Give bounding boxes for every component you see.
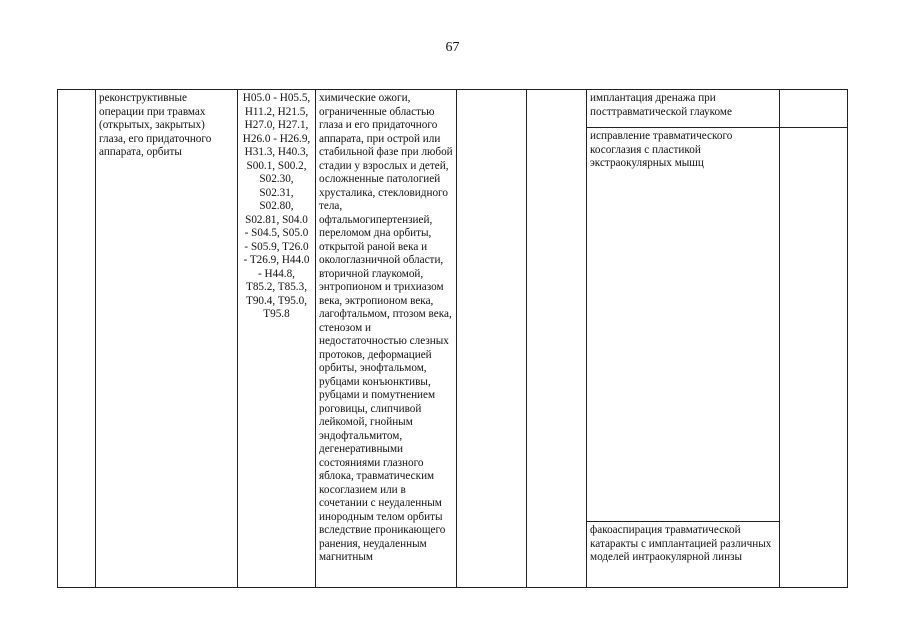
icd-code-line: - T26.9, H44.0	[243, 254, 310, 266]
patient-model-cell: химические ожоги, ограниченные областью глаза и его придаточного аппарата, при острой или стабильной фазе при любой стадии у взрослых и детей, осложненные патологией хрусталика, стекловидного тела, офтальмогипертензией, переломом дна орбиты, открытой раной века и окологлазничной области, вторичной глаукомой, энтропионом и трихиазом века, эктропионом века, лагофтальмом, птозом века, стенозом и недостаточностью слезных протоков, деформацией орбиты, энофтальмом, рубцами конъюнктивы, рубцами и помутнением роговицы, слипчивой лейкомой, гнойным эндофтальмитом, дегенеративными состояниями глазного яблока, травматическим косоглазием или в сочетании с неудаленным инородным телом орбиты вследствие проникающего ранения, неудаленным магнитным	[316, 90, 457, 588]
icd-code-line: S02.81, S04.0	[245, 213, 308, 226]
icd-code-line: H26.0 - H26.9,	[242, 132, 311, 145]
table-row	[58, 90, 848, 128]
icd-code-line: S00.1, S00.2,	[246, 159, 307, 172]
icd-code-line: T95.8	[263, 308, 290, 320]
empty-cell	[527, 90, 587, 588]
icd-code-line: H11.2, H21.5,	[244, 105, 309, 118]
treatment-type-cell	[457, 90, 527, 588]
icd-code-line: H31.3, H40.3,	[244, 146, 309, 158]
icd-code-line: - S05.9, T26.0	[244, 240, 309, 253]
method-cell: имплантация дренажа при посттравматической глаукоме	[587, 90, 780, 128]
icd-code-line: S02.30,	[259, 173, 294, 185]
method-cell: факоаспирация травматической катаракты с имплантацией различных моделей интраокулярной линзы	[587, 522, 780, 588]
icd-code-line: T90.4, T95.0,	[245, 294, 307, 307]
icd-code-line: - H44.8,	[258, 267, 295, 280]
icd-codes-cell	[238, 90, 316, 588]
icd-code-line: S02.80,	[259, 200, 294, 212]
icd-code-line: - S04.5, S05.0	[244, 227, 309, 239]
row-number-cell	[58, 90, 96, 588]
icd-code-line: H27.0, H27.1,	[244, 119, 309, 131]
icd-code-line: H05.0 - H05.5,	[242, 92, 311, 104]
method-cell: исправление травматического косоглазия с пластикой экстраокулярных мышц	[587, 128, 780, 522]
cost-cell	[780, 90, 848, 128]
medical-care-table	[57, 89, 848, 588]
cost-cell-lower	[780, 128, 848, 588]
icd-code-line: T85.2, T85.3,	[245, 281, 307, 293]
icd-code-line: S02.31,	[259, 186, 294, 199]
page-number: 67	[445, 40, 460, 55]
care-type-cell: реконструктивные операции при травмах (открытых, закрытых) глаза, его придаточного аппарата, орбиты	[96, 90, 238, 588]
